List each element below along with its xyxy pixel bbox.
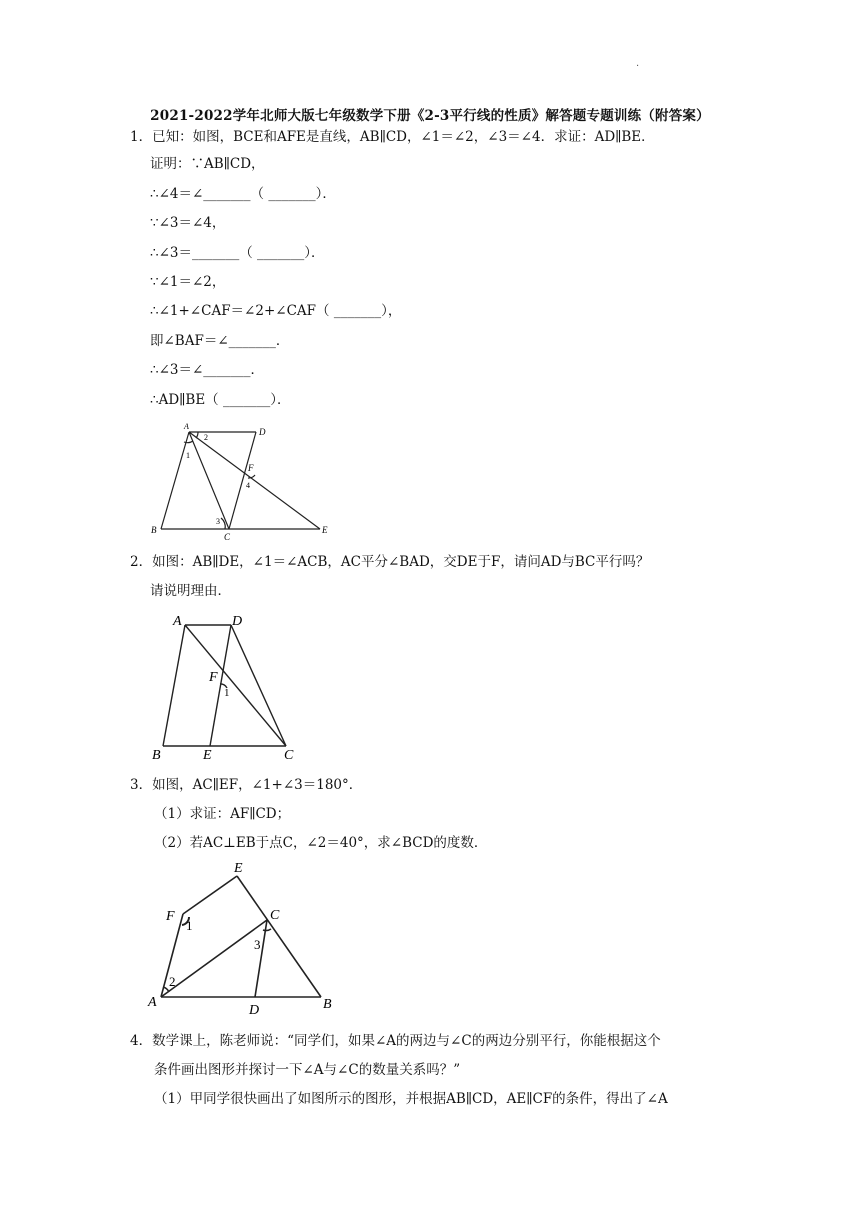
q1-label-E: E: [322, 525, 328, 535]
q3-label-F: F: [166, 909, 175, 924]
q1-step: ∴∠1+∠CAF＝∠2+∠CAF（ _______），: [150, 303, 402, 319]
q3-label-D: D: [249, 1003, 260, 1018]
q4-part-1: （1）甲同学很快画出了如图所示的图形，并根据AB∥CD，AE∥CF的条件，得出了∠A: [154, 1091, 668, 1107]
q1-label-A: A: [184, 422, 189, 431]
q1-figure: [145, 418, 345, 542]
q2-angle-1: 1: [224, 687, 230, 699]
q1-angle-1: 1: [186, 451, 190, 460]
q3-part-1: （1）求证：AF∥CD；: [154, 806, 291, 822]
q4-stem-continued: 条件画出图形并探讨一下∠A与∠C的数量关系吗？”: [154, 1062, 461, 1078]
q1-label-F: F: [248, 463, 254, 473]
q2-label-D: D: [232, 614, 243, 629]
q3-angle-3: 3: [254, 937, 261, 952]
q1-step: 即∠BAF＝∠_______．: [150, 333, 290, 349]
q3-label-B: B: [323, 997, 332, 1012]
q1-step: ∴∠4＝∠_______（ _______）．: [150, 186, 336, 202]
q1-angle-2: 2: [204, 433, 208, 442]
q1-stem: 1．已知：如图，BCE和AFE是直线，AB∥CD，∠1＝∠2，∠3＝∠4．求证：AD∥BE．: [130, 129, 655, 145]
q2-figure: [145, 608, 305, 764]
page-title: 2021-2022学年北师大版七年级数学下册《2-3平行线的性质》解答题专题训练（附答案）: [150, 108, 710, 124]
q3-label-A: A: [148, 995, 157, 1010]
q2-label-C: C: [284, 748, 294, 763]
q2-label-E: E: [203, 748, 212, 763]
q1-step: ∴∠3＝_______（ _______）．: [150, 245, 325, 261]
q2-label-B: B: [152, 748, 161, 763]
q3-part-2: （2）若AC⊥EB于点C，∠2＝40°，求∠BCD的度数．: [154, 835, 488, 851]
q1-label-B: B: [151, 525, 157, 535]
q2-stem: 2．如图：AB∥DE，∠1＝∠ACB，AC平分∠BAD，交DE于F，请问AD与BC平行吗？: [130, 554, 650, 570]
q2-label-F: F: [209, 670, 218, 685]
q3-label-C: C: [270, 908, 280, 923]
q3-figure: [145, 856, 345, 1021]
q3-angle-1: 1: [186, 918, 193, 933]
q2-label-A: A: [173, 614, 182, 629]
q1-label-C: C: [224, 532, 231, 542]
q3-angle-2: 2: [169, 974, 176, 989]
q2-stem-continued: 请说明理由．: [150, 583, 231, 599]
q3-stem: 3．如图，AC∥EF，∠1+∠3＝180°．: [130, 777, 363, 793]
q3-label-E: E: [234, 861, 243, 876]
header-mark: .: [636, 58, 640, 69]
q1-step: ∵∠1＝∠2，: [150, 274, 226, 290]
q1-step: ∴∠3＝∠_______．: [150, 362, 265, 378]
q1-step: ∴AD∥BE（ _______）．: [150, 392, 291, 408]
q1-angle-3: 3: [216, 517, 220, 526]
q1-step: 证明：∵AB∥CD，: [150, 156, 265, 172]
q1-angle-4: 4: [246, 481, 250, 490]
q1-label-D: D: [259, 427, 266, 437]
q4-stem: 4．数学课上，陈老师说：“同学们，如果∠A的两边与∠C的两边分别平行，你能根据这个: [130, 1033, 661, 1049]
q1-step: ∵∠3＝∠4，: [150, 215, 226, 231]
